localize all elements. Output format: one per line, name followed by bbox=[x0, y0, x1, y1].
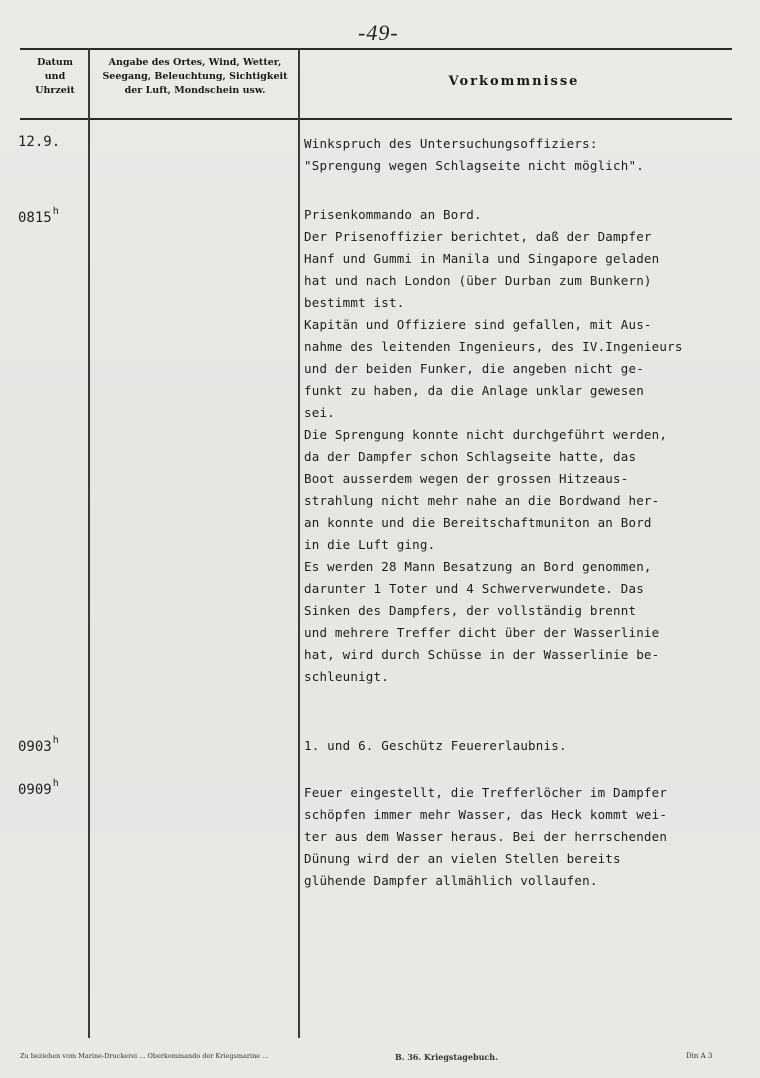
column-divider-1 bbox=[88, 48, 90, 1038]
entry-time: 0909$^h$ bbox=[18, 778, 59, 798]
entry-time: 12.9. bbox=[18, 134, 61, 150]
entry-text: Feuer eingestellt, die Trefferlöcher im Dampfer schöpfen immer mehr Wasser, das Heck kommt wei- ter aus dem Wasser heraus. Bei der herrschenden Dünung wird der an vielen Stellen bereits glühende Dampfer allmählich vollaufen. bbox=[304, 785, 668, 888]
footer-form-id: B. 36. Kriegstagebuch. bbox=[395, 1052, 498, 1062]
footer-paper-size: Din A 3 bbox=[686, 1052, 713, 1060]
header-top-rule bbox=[20, 48, 732, 50]
entry-time: 0903$^h$ bbox=[18, 735, 59, 755]
header-bottom-rule bbox=[20, 118, 732, 120]
header-location-weather: Angabe des Ortes, Wind, Wetter, Seegang, Beleuchtung, Sichtigkeit der Luft, Mondschein usw. bbox=[102, 57, 288, 96]
entry-text: Prisenkommando an Bord. Der Prisenoffizier berichtet, daß der Dampfer Hanf und Gummi in Manila und Singapore geladen hat und nach London (über Durban zum Bunkern) bestimmt ist. Kapitän und Offiziere sind gefallen, mit Aus- nahme des leitenden Ingenieurs, des IV.Ingenieurs und der beiden Funker, die angeben nicht ge- funkt zu haben, da die Anlage unklar gewesen sei. Die Sprengung konnte nicht durchgeführt werden, da der Dampfer schon Schlagseite hatte, das Boot ausserdem wegen der grossen Hitzeaus- strahlung nicht mehr nahe an die Bordwand her- an konnte und die Bereitschaftmuniton an Bord in die Luft ging. Es werden 28 Mann Besatzung an Bord genommen, darunter 1 Toter und 4 Schwerverwundete. Das Sinken des Dampfers, der vollständig brennt und mehrere Treffer dicht über der Wasserlinie hat, wird durch Schüsse in der Wasserlinie be- schleunigt. bbox=[304, 207, 683, 684]
entry-text: 1. und 6. Geschütz Feuererlaubnis. bbox=[304, 738, 567, 753]
header-events: Vorkommnisse bbox=[448, 74, 580, 89]
page-number: -49- bbox=[358, 20, 399, 45]
entry-text: Winkspruch des Untersuchungsoffiziers: "Sprengung wegen Schlagseite nicht möglich". bbox=[304, 136, 644, 173]
column-divider-2 bbox=[298, 48, 300, 1038]
header-date-time: Datum und Uhrzeit bbox=[35, 57, 75, 96]
footer-publisher-note: Zu beziehen vom Marine-Druckerei ... Oberkommando der Kriegsmarine ... bbox=[20, 1052, 269, 1060]
entry-time: 0815$^h$ bbox=[18, 206, 59, 226]
